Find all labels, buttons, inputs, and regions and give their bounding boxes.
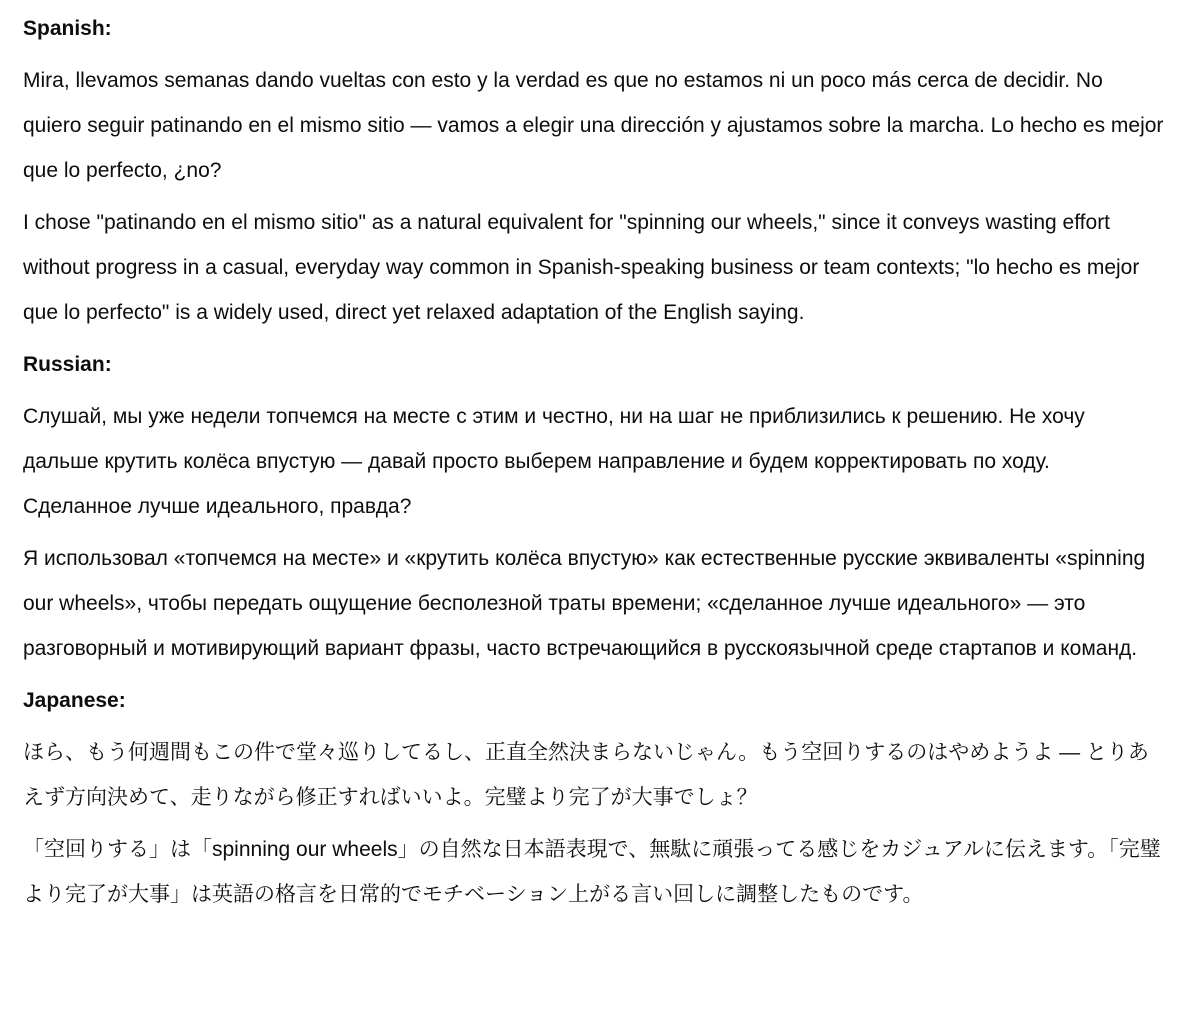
spanish-explanation-paragraph: I chose "patinando en el mismo sitio" as a natural equivalent for "spinning our wheels," since it conveys wasting effort without progress in a casual, everyday way common in Spanish-speaking business or team contexts; "lo hecho es mejor que lo perfecto" is a widely used, direct yet relaxed adaptation of the English saying. xyxy=(23,211,1140,324)
spanish-translation-paragraph: Mira, llevamos semanas dando vueltas con esto y la verdad es que no estamos ni un poco más cerca de decidir. No quiero seguir patinando en el mismo sitio — vamos a elegir una dirección y ajustamos sobre la marcha. Lo hecho es mejor que lo perfecto, ¿no? xyxy=(23,69,1164,182)
japanese-explanation-paragraph: 「空回りする」は「spinning our wheels」の自然な日本語表現で、無駄に頑張ってる感じをカジュアルに伝えます。「完璧より完了が大事」は英語の格言を日常的でモチベーション上がる言い回しに調整したものです。 xyxy=(23,838,1161,906)
japanese-translation-paragraph: ほら、もう何週間もこの件で堂々巡りしてるし、正直全然決まらないじゃん。もう空回りするのはやめようよ — とりあえず方向決めて、走りながら修正すればいいよ。完璧より完了が大事でしょ？ xyxy=(23,741,1149,809)
section-heading-spanish: Spanish: xyxy=(23,17,112,40)
section-heading-japanese: Japanese: xyxy=(23,689,126,712)
russian-translation-paragraph: Слушай, мы уже недели топчемся на месте с этим и честно, ни на шаг не приблизились к решению. Не хочу дальше крутить колёса впустую — давай просто выберем направление и будем корректировать по ходу. Сделанное лучше идеального, правда? xyxy=(23,405,1085,518)
russian-explanation-paragraph: Я использовал «топчемся на месте» и «крутить колёса впустую» как естественные русские эквиваленты «spinning our wheels», чтобы передать ощущение бесполезной траты времени; «сделанное лучше идеального» — это разговорный и мотивирующий вариант фразы, часто встречающийся в русскоязычной среде стартапов и команд. xyxy=(23,547,1146,660)
section-heading-russian: Russian: xyxy=(23,353,112,376)
